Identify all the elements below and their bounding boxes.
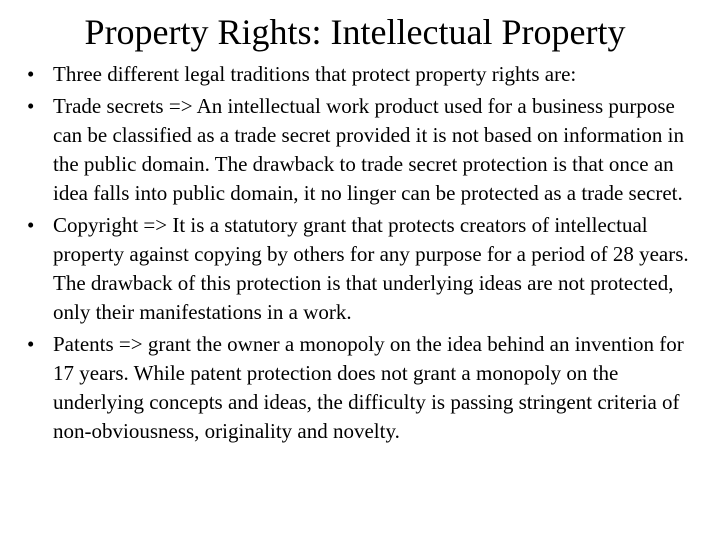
- bullet-icon: •: [27, 94, 35, 118]
- bullet-text: Three different legal traditions that protect property rights are:: [53, 62, 577, 86]
- bullet-text: Copyright => It is a statutory grant that protects creators of intellectual property against copying by others for any purpose for a period of 28 years. The drawback of this protection is that underlying ideas are not protected, only their manifestations in a work.: [53, 213, 689, 324]
- bullet-icon: •: [27, 213, 35, 237]
- bullet-item-patents: [27, 330, 703, 446]
- bullet-item-trade-secrets: [27, 92, 703, 208]
- bullet-item-traditions: [27, 60, 703, 89]
- bullet-icon: •: [27, 62, 35, 86]
- bullet-item-copyright: [27, 211, 703, 327]
- bullet-icon: •: [27, 332, 35, 356]
- bullet-list: [27, 60, 703, 449]
- bullet-text: Patents => grant the owner a monopoly on the idea behind an invention for 17 years. While patent protection does not grant a monopoly on the underlying concepts and ideas, the difficulty is passing stringent criteria of non-obviousness, originality and novelty.: [53, 332, 684, 443]
- slide-title: Property Rights: Intellectual Property: [84, 12, 626, 52]
- bullet-text: Trade secrets => An intellectual work product used for a business purpose can be classified as a trade secret provided it is not based on information in the public domain. The drawback to trade secret protection is that once an idea falls into public domain, it no linger can be protected as a trade secret.: [53, 94, 684, 205]
